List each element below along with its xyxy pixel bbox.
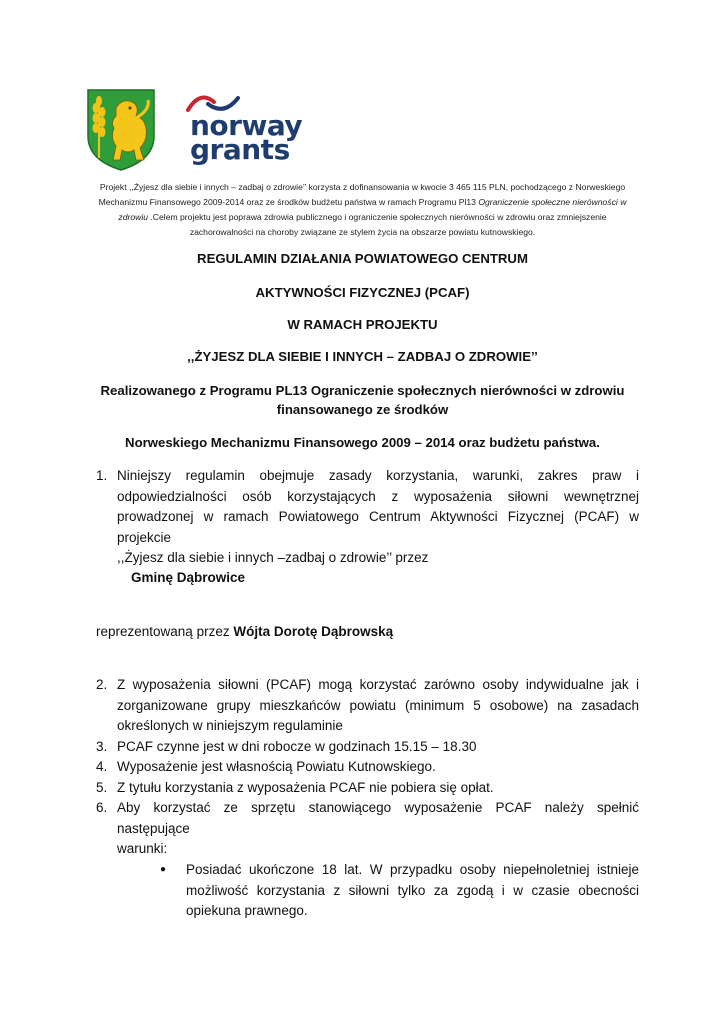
norway-grants-logo — [178, 90, 303, 166]
intro-part2: .Celem projektu jest poprawa zdrowia publicznego i ograniczenie społecznych nierówności w zdrowiu oraz zmniejszenie zachorowalności na choroby związane ze stylem życia na obszarze powiatu kutnowskiego. — [148, 212, 607, 237]
representative-name: Wójta Dorotę Dąbrowską — [233, 624, 394, 639]
item-6-text — [117, 798, 639, 860]
bullet-1-line: opiekuna prawnego. — [186, 903, 308, 918]
item-6-line: warunki: — [117, 841, 168, 856]
item-2-line: Z wyposażenia siłowni (PCAF) mogą korzystać zarówno osoby indywidualne jak i — [117, 677, 639, 692]
item-6-line: Aby korzystać ze sprzętu stanowiącego wyposażenie PCAF należy spełnić następujące — [117, 800, 639, 836]
title-line-1: REGULAMIN DZIAŁANIA POWIATOWEGO CENTRUM — [197, 251, 528, 266]
title-line-3: W RAMACH PROJEKTU — [287, 317, 438, 332]
item-2-line: zorganizowane grupy mieszkańców powiatu (minimum 5 osobowe) na zasadach — [117, 697, 639, 713]
item-number-5: 5. — [96, 780, 108, 795]
intro-part1: Projekt ,,Żyjesz dla siebie i innych – zadbaj o zdrowie’’ korzysta z dofinansowania w kwocie 3 465 115 PLN, pochodzącego z Norweskiego Mechanizmu Finansowego 2009-2014 oraz ze środków budżetu państwa w ramach Programu Pl13 — [98, 182, 626, 207]
item-1-line: Niniejszy regulamin obejmuje zasady korzystania, warunki, zakres praw i — [117, 468, 639, 483]
title-line-5a: Realizowanego z Programu PL13 Ograniczenie społecznych nierówności w zdrowiu — [100, 383, 625, 398]
bullet-1-line: Posiadać ukończone 18 lat. W przypadku osoby niepełnoletniej istnieje — [186, 862, 639, 877]
item-number-1: 1. — [96, 468, 108, 483]
item-1-line: prowadzonej w ramach Powiatowego Centrum Aktywności Fizycznej (PCAF) w projekcie — [117, 509, 639, 545]
item-1-text — [117, 466, 639, 569]
item-1-line: odpowiedzialności osób korzystających z wyposażenia siłowni wewnętrznej — [117, 488, 639, 504]
bullet-dot-icon: ● — [160, 864, 167, 875]
item-2-text — [117, 675, 639, 737]
item-2-line: określonych w niniejszym regulaminie — [117, 718, 343, 733]
item-number-3: 3. — [96, 739, 108, 754]
title-line-6: Norweskiego Mechanizmu Finansowego 2009 – 2014 oraz budżetu państwa. — [125, 435, 600, 450]
bullet-1-text — [186, 860, 639, 922]
norway-word: norway — [190, 109, 303, 142]
item-4-text: Wyposażenie jest własnością Powiatu Kutnowskiego. — [117, 759, 436, 774]
representative-line — [96, 622, 393, 643]
coat-of-arms-logo — [86, 88, 156, 172]
representative-prefix: reprezentowaną przez — [96, 624, 234, 639]
item-5-text: Z tytułu korzystania z wyposażenia PCAF nie pobiera się opłat. — [117, 780, 494, 795]
bullet-1-line: możliwość korzystania z siłowni tylko za zgodą i w czasie obecności — [186, 882, 639, 898]
item-number-2: 2. — [96, 677, 108, 692]
item-1-line: ,,Żyjesz dla siebie i innych –zadbaj o zdrowie’’ przez — [117, 550, 429, 565]
item-3-text: PCAF czynne jest w dni robocze w godzinach 15.15 – 18.30 — [117, 739, 477, 754]
title-line-2: AKTYWNOŚCI FIZYCZNEJ (PCAF) — [255, 285, 470, 300]
grants-word: grants — [190, 133, 290, 166]
title-line-5b: finansowanego ze środków — [276, 402, 449, 417]
project-intro — [86, 180, 639, 240]
intro-italic: Ograniczenie społeczne nierówności w zdrowiu — [118, 197, 627, 222]
item-number-6: 6. — [96, 800, 108, 815]
title-line-4: ,,ŻYJESZ DLA SIEBIE I INNYCH – ZADBAJ O ZDROWIE’’ — [187, 349, 538, 364]
gmina-name: Gminę Dąbrowice — [131, 570, 246, 585]
item-number-4: 4. — [96, 759, 108, 774]
